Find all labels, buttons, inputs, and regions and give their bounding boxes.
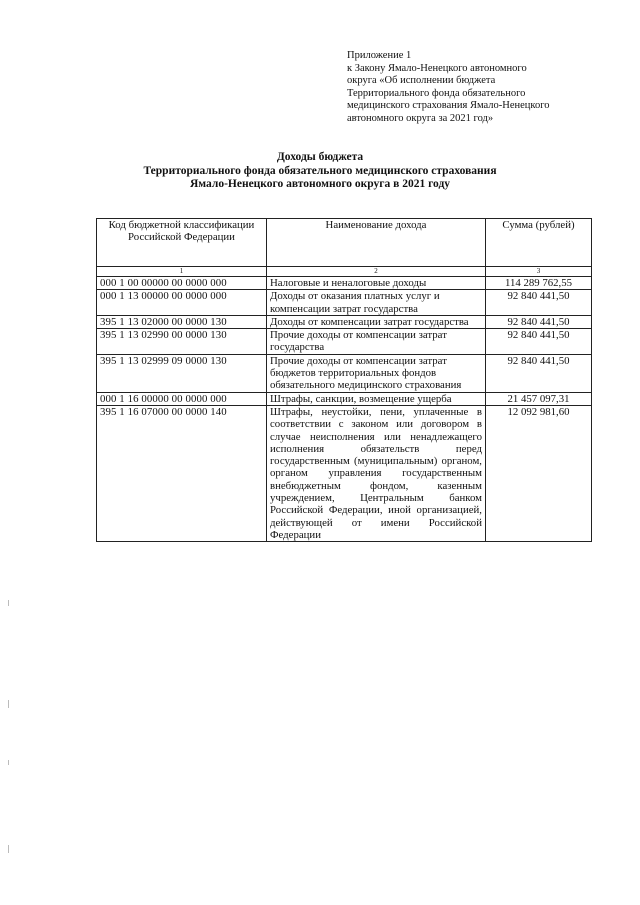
table-row [97, 315, 592, 328]
appendix-line: Приложение 1 [347, 50, 412, 61]
appendix-note [347, 50, 617, 126]
table-row [97, 277, 592, 290]
row-code: 395 1 13 02999 09 0000 130 [97, 354, 267, 392]
title-line: Территориального фонда обязательного медицинского страхования [143, 164, 497, 177]
header-sum: Сумма (рублей) [486, 219, 592, 267]
row-code: 000 1 13 00000 00 0000 000 [97, 290, 267, 316]
scan-artifact [8, 600, 9, 606]
row-sum: 92 840 441,50 [486, 290, 592, 316]
header-row [97, 219, 592, 267]
appendix-line: к Закону Ямало-Ненецкого автономного [347, 62, 527, 74]
row-name: Доходы от компенсации затрат государства [267, 315, 486, 328]
row-name: Штрафы, санкции, возмещение ущерба [267, 392, 486, 405]
row-code: 395 1 13 02000 00 0000 130 [97, 315, 267, 328]
column-number: 2 [267, 267, 486, 277]
row-sum: 12 092 981,60 [486, 405, 592, 541]
column-number: 1 [97, 267, 267, 277]
scan-artifact [8, 760, 9, 765]
row-code: 395 1 13 02990 00 0000 130 [97, 329, 267, 355]
row-name: Налоговые и неналоговые доходы [267, 277, 486, 290]
table-row [97, 405, 592, 541]
table-row [97, 329, 592, 355]
appendix-line: медицинского страхования Ямало-Ненецкого [347, 100, 550, 112]
row-sum: 21 457 097,31 [486, 392, 592, 405]
revenue-table [96, 218, 592, 542]
column-number: 3 [486, 267, 592, 277]
row-code: 395 1 16 07000 00 0000 140 [97, 405, 267, 541]
title-line: Ямало-Ненецкого автономного округа в 2021 году [189, 178, 451, 190]
document-title [0, 151, 640, 192]
row-sum: 92 840 441,50 [486, 315, 592, 328]
scan-artifact [8, 845, 9, 853]
appendix-line: автономного округа за 2021 год» [347, 112, 494, 124]
header-name: Наименование дохода [267, 219, 486, 267]
row-name: Прочие доходы от компенсации затрат бюджетов территориальных фондов обязательного медицинского страхования [267, 354, 486, 392]
header-code: Код бюджетной классификации Российской Федерации [97, 219, 267, 267]
appendix-line: Территориального фонда обязательного [347, 87, 526, 99]
appendix-line: округа «Об исполнении бюджета [347, 75, 496, 87]
row-sum: 92 840 441,50 [486, 329, 592, 355]
row-name: Штрафы, неустойки, пени, уплаченные в соответствии с законом или договором в случае неисполнения или ненадлежащего исполнения обязательств перед государственным (муниципальным) органом, органом управления государственным внебюджетным фондом, казенным учреждением, Центральным банком Российской Федерации, иной организацией, действующей от имени Российской Федерации [267, 405, 486, 541]
table-row [97, 290, 592, 316]
row-code: 000 1 00 00000 00 0000 000 [97, 277, 267, 290]
row-sum: 92 840 441,50 [486, 354, 592, 392]
row-sum: 114 289 762,55 [486, 277, 592, 290]
table-row [97, 354, 592, 392]
title-line: Доходы бюджета [276, 151, 364, 163]
scan-artifact [8, 700, 9, 708]
row-name: Доходы от оказания платных услуг и компенсации затрат государства [267, 290, 486, 316]
row-name: Прочие доходы от компенсации затрат государства [267, 329, 486, 355]
row-code: 000 1 16 00000 00 0000 000 [97, 392, 267, 405]
table-row [97, 392, 592, 405]
column-number-row [97, 267, 592, 277]
